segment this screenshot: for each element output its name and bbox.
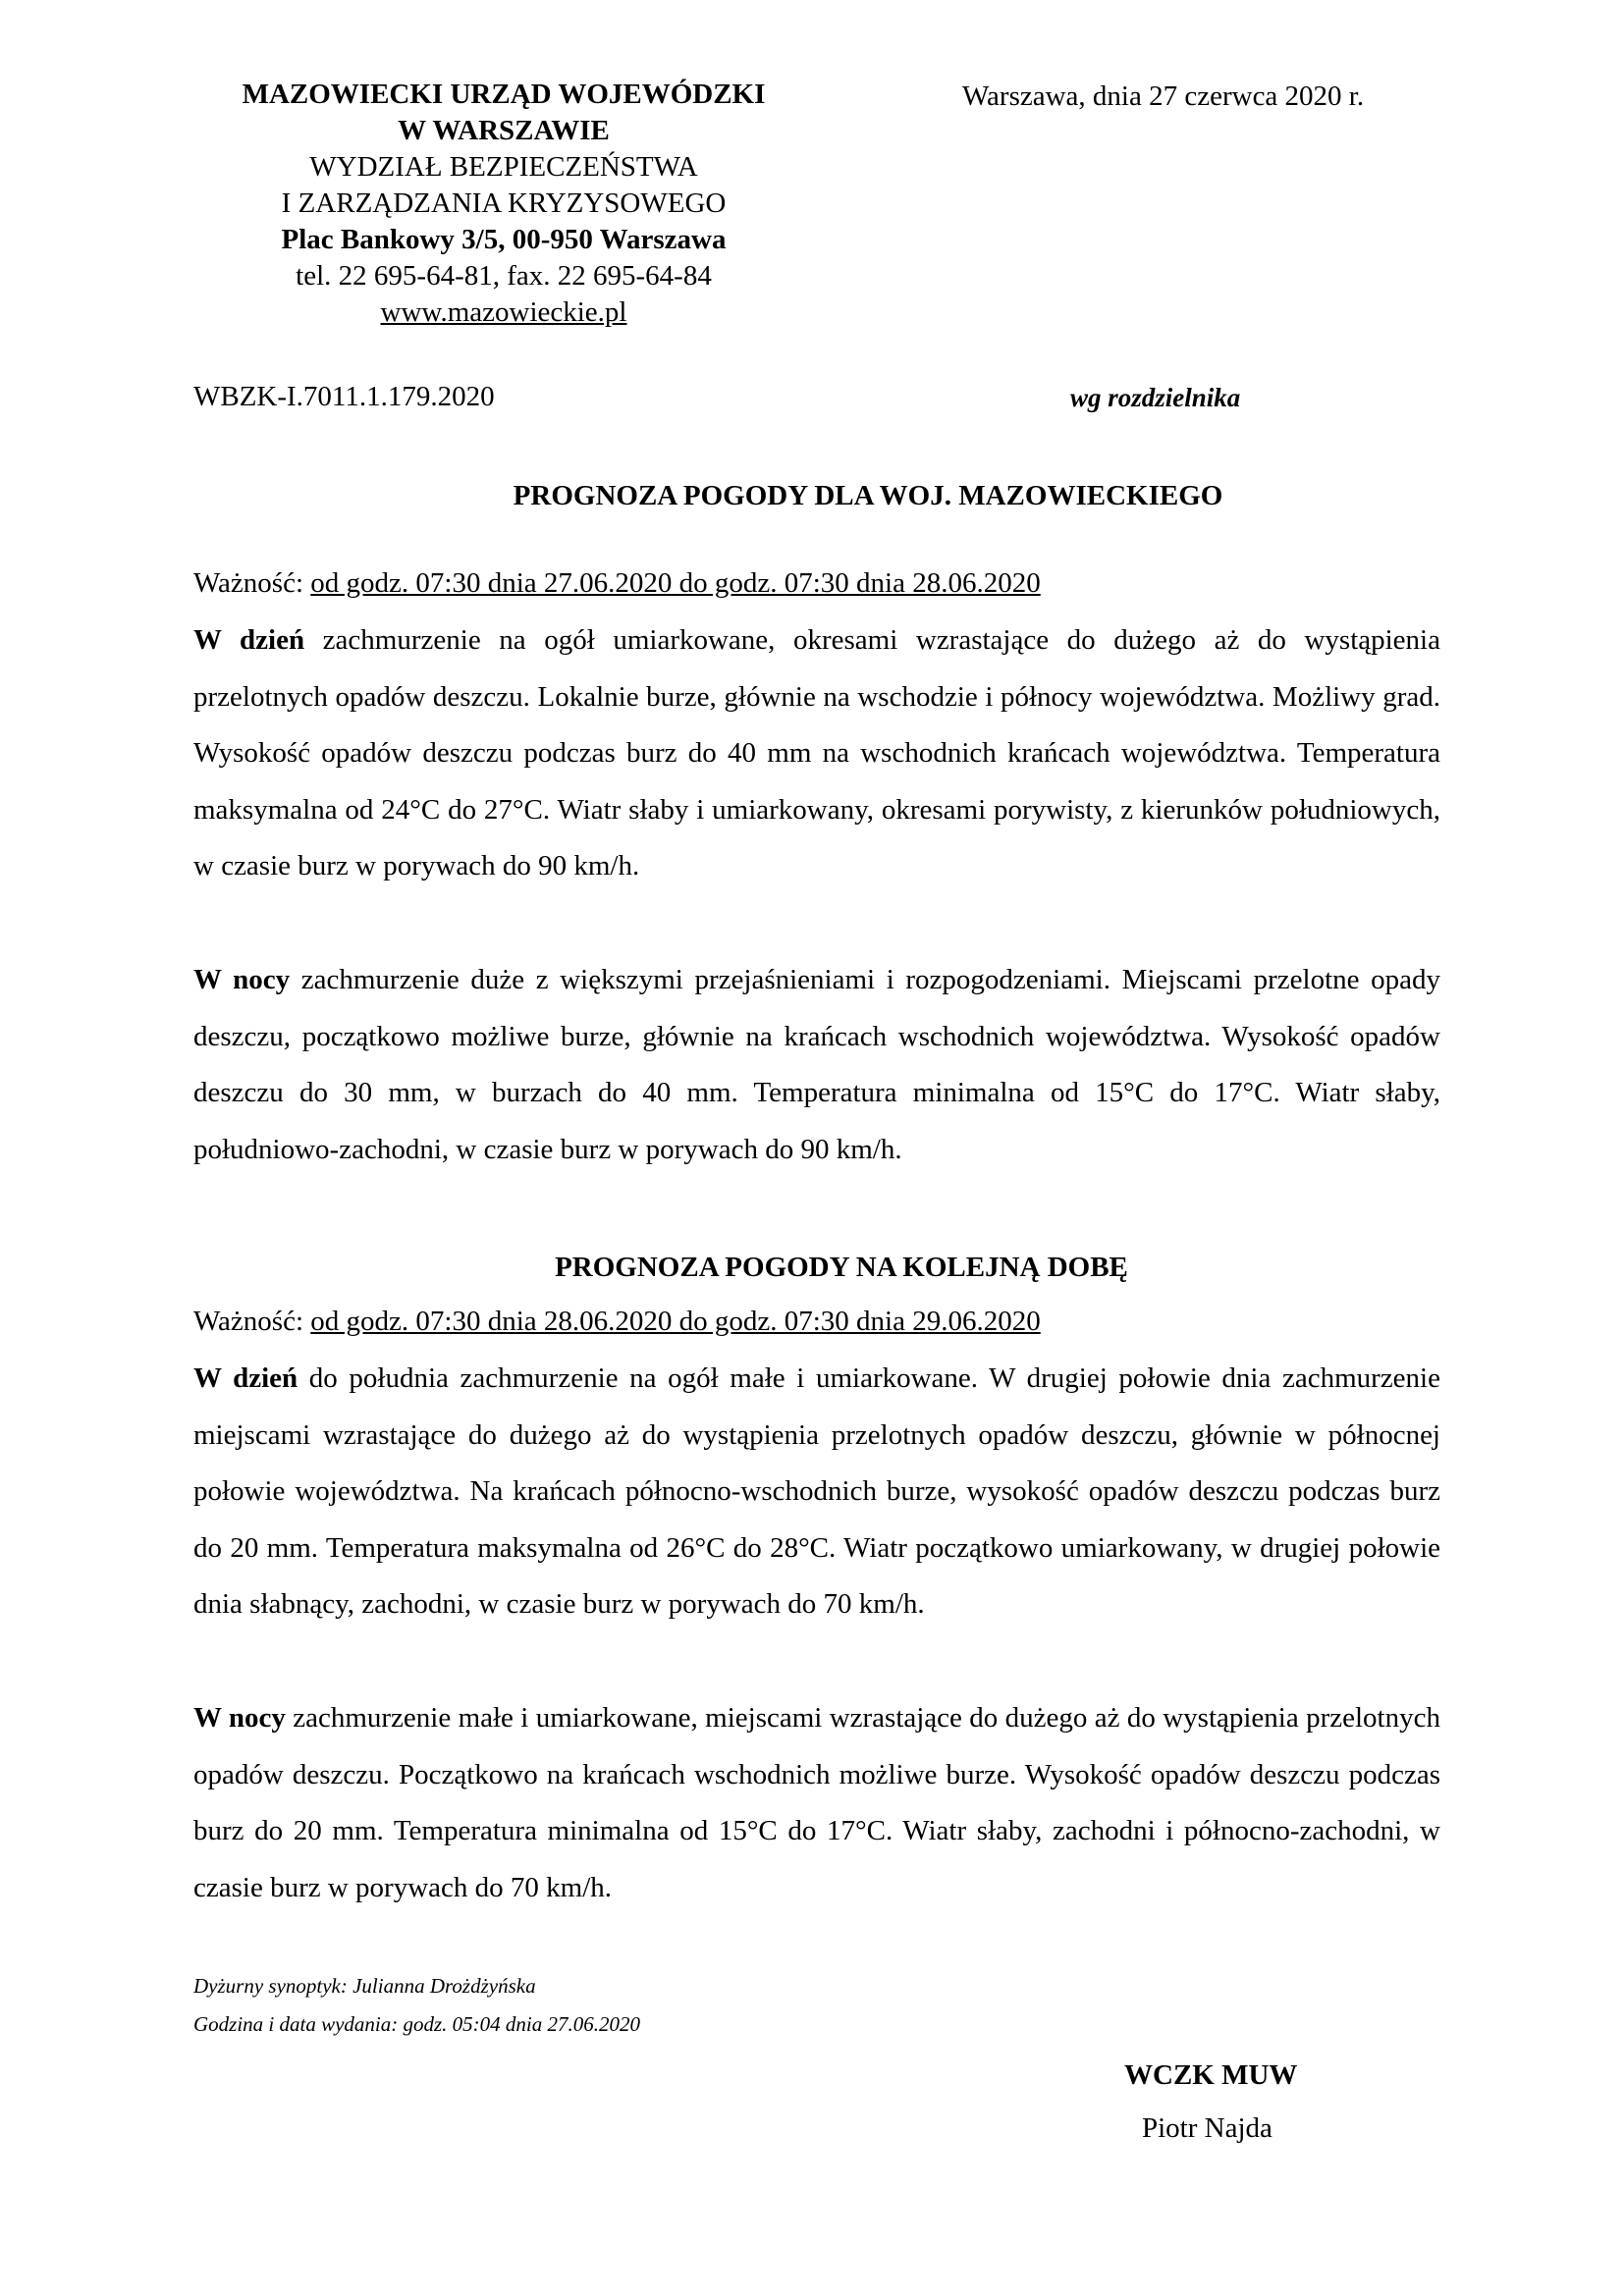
forecast-today-title: PROGNOZA POGODY DLA WOJ. MAZOWIECKIEGO	[513, 480, 1223, 511]
day-lead: W dzień	[193, 1362, 298, 1394]
org-name-line2: W WARSZAWIE	[398, 115, 610, 146]
forecast-next-validity	[193, 1306, 1041, 1338]
day-text: do południa zachmurzenie na ogół małe i umiarkowane. W drugiej połowie dnia zachmurzenie miejscami wzrastające do dużego aż do wystąpienia przelotnych opadów deszczu, głównie w północnej połowie województwa. Na krańcach północno-wschodnich burze, wysokość opadów deszczu podczas burz do 20 mm. Temperatura maksymalna od 26°C do 28°C. Wiatr początkowo umiarkowany, w drugiej połowie dnia słabnący, zachodni, w czasie burz w porywach do 70 km/h.	[193, 1362, 1440, 1621]
night-text: zachmurzenie duże z większymi przejaśnieniami i rozpogodzeniami. Miejscami przelotne opady deszczu, początkowo możliwe burze, głównie na krańcach wschodnich województwa. Wysokość opadów deszczu do 30 mm, w burzach do 40 mm. Temperatura minimalna od 15°C do 17°C. Wiatr słaby, południowo-zachodni, w czasie burz w porywach do 90 km/h.	[193, 964, 1440, 1165]
organization-header	[191, 77, 816, 331]
address: Plac Bankowy 3/5, 00-950 Warszawa	[281, 224, 727, 255]
night-lead: W nocy	[193, 1702, 286, 1734]
forecast-today-validity	[193, 567, 1041, 600]
night-lead: W nocy	[193, 964, 291, 995]
validity-label: Ważność:	[193, 567, 311, 599]
issue-time-note: Godzina i data wydania: godz. 05:04 dnia 27.06.2020	[193, 2012, 640, 2036]
phone-fax: tel. 22 695-64-81, fax. 22 695-64-84	[296, 260, 712, 292]
forecast-next-night	[193, 1690, 1440, 1916]
forecast-next-title: PROGNOZA POGODY NA KOLEJNĄ DOBĘ	[555, 1252, 1128, 1283]
validity-range: od godz. 07:30 dnia 27.06.2020 do godz. 07:30 dnia 28.06.2020	[310, 567, 1041, 599]
department-line2: I ZARZĄDZANIA KRYZYSOWEGO	[281, 187, 727, 219]
day-text: zachmurzenie na ogół umiarkowane, okresami wzrastające do dużego aż do wystąpienia przelotnych opadów deszczu. Lokalnie burze, głównie na wschodzie i północy województwa. Możliwy grad. Wysokość opadów deszczu podczas burz do 40 mm na wschodnich krańcach województwa. Temperatura maksymalna od 24°C do 27°C. Wiatr słaby i umiarkowany, okresami porywisty, z kierunków południowych, w czasie burz w porywach do 90 km/h.	[193, 624, 1440, 882]
signature-title: WCZK MUW	[1124, 2059, 1298, 2091]
org-name-line1: MAZOWIECKI URZĄD WOJEWÓDZKI	[242, 79, 766, 110]
validity-label: Ważność:	[193, 1306, 311, 1337]
document-date: Warszawa, dnia 27 czerwca 2020 r.	[962, 80, 1365, 112]
recipient-note: wg rozdzielnika	[1070, 383, 1241, 412]
validity-range: od godz. 07:30 dnia 28.06.2020 do godz. 07:30 dnia 29.06.2020	[310, 1306, 1041, 1337]
forecast-today-day	[193, 613, 1440, 895]
forecast-next-day	[193, 1351, 1440, 1633]
day-lead: W dzień	[193, 624, 305, 656]
website-link[interactable]: www.mazowieckie.pl	[380, 296, 627, 328]
department-line1: WYDZIAŁ BEZPIECZEŃSTWA	[309, 151, 698, 183]
forecast-today-night	[193, 952, 1440, 1178]
night-text: zachmurzenie małe i umiarkowane, miejscami wzrastające do dużego aż do wystąpienia przelotnych opadów deszczu. Początkowo na krańcach wschodnich możliwe burze. Wysokość opadów deszczu podczas burz do 20 mm. Temperatura minimalna od 15°C do 17°C. Wiatr słaby, zachodni i północno-zachodni, w czasie burz w porywach do 70 km/h.	[193, 1702, 1440, 1903]
reference-number: WBZK-I.7011.1.179.2020	[193, 381, 495, 412]
forecaster-note: Dyżurny synoptyk: Julianna Drożdżyńska	[193, 1974, 536, 1998]
signature-name: Piotr Najda	[1142, 2112, 1272, 2144]
